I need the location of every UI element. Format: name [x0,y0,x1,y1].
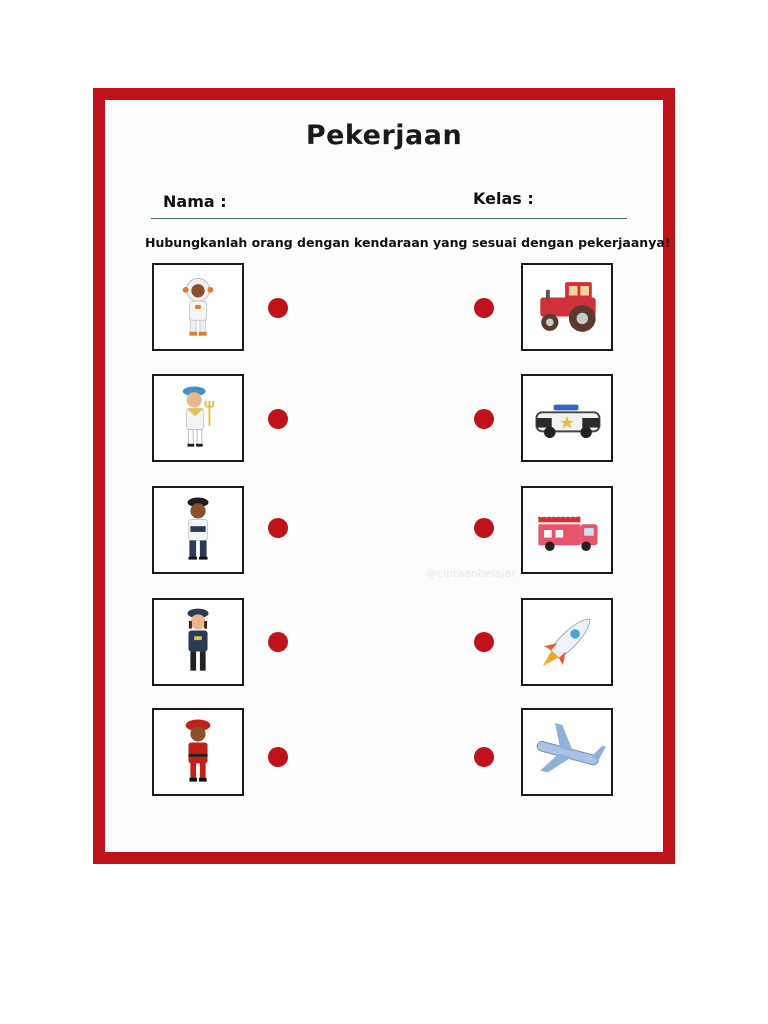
fire-truck-card [521,486,613,574]
right-match-dot[interactable] [474,747,494,767]
class-label: Kelas : [473,189,534,208]
name-write-line [151,218,627,219]
watermark: @ciptaanbelajar [426,567,516,580]
police-officer-card [152,598,244,686]
firefighter-card [152,708,244,796]
police-car-card [521,374,613,462]
name-class-row [151,188,627,220]
worksheet-frame [93,88,675,864]
airplane-card [521,708,613,796]
rocket-card [521,598,613,686]
left-match-dot[interactable] [268,298,288,318]
pilot-card [152,486,244,574]
astronaut-card [152,263,244,351]
fire-truck-icon [523,488,611,572]
name-label: Nama : [163,192,227,211]
right-match-dot[interactable] [474,632,494,652]
right-match-dot[interactable] [474,518,494,538]
left-match-dot[interactable] [268,747,288,767]
right-match-dot[interactable] [474,409,494,429]
left-match-dot[interactable] [268,632,288,652]
sailor-card [152,374,244,462]
astronaut-icon [154,265,242,349]
airplane-icon [523,710,611,794]
police-officer-icon [154,600,242,684]
firefighter-icon [154,710,242,794]
pilot-icon [154,488,242,572]
instruction-text: Hubungkanlah orang dengan kendaraan yang sesuai dengan pekerjaanya! [145,235,671,250]
police-car-icon [523,376,611,460]
left-match-dot[interactable] [268,409,288,429]
sailor-icon [154,376,242,460]
page-title: Pekerjaan [305,120,463,151]
right-match-dot[interactable] [474,298,494,318]
tractor-icon [523,265,611,349]
left-match-dot[interactable] [268,518,288,538]
rocket-icon [523,600,611,684]
tractor-card [521,263,613,351]
